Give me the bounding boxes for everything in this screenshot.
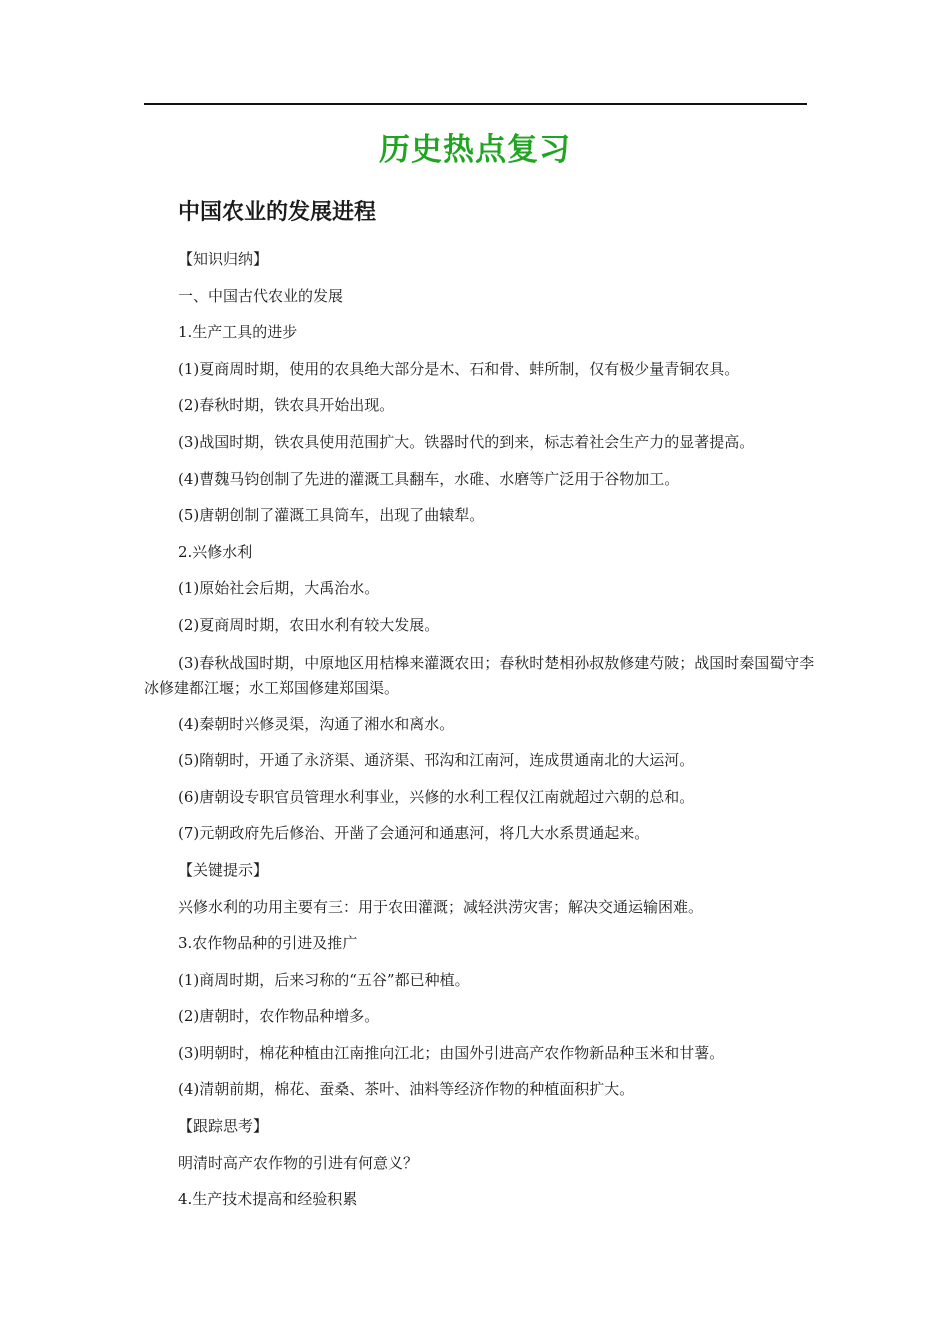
section-title: 中国农业的发展进程	[178, 200, 377, 225]
paragraph: (1)商周时期，后来习称的“五谷”都已种植。	[178, 970, 470, 989]
paragraph: (1)原始社会后期，大禹治水。	[178, 579, 380, 598]
paragraph: (2)春秋时期，铁农具开始出现。	[178, 396, 395, 415]
document-title: 历史热点复习	[379, 132, 571, 168]
paragraph: (3)明朝时，棉花种植由江南推向江北；由国外引进高产农作物新品种玉米和甘薯。	[178, 1043, 725, 1062]
heading-ancient-agriculture: 一、中国古代农业的发展	[178, 286, 344, 305]
paragraph: (6)唐朝设专职官员管理水利事业，兴修的水利工程仅江南就超过六朝的总和。	[178, 787, 695, 806]
paragraph: (2)唐朝时，农作物品种增多。	[178, 1007, 380, 1026]
paragraph: (5)隋朝时，开通了永济渠、通济渠、邗沟和江南河，连成贯通南北的大运河。	[178, 751, 695, 770]
heading-key-tip: 【关键提示】	[178, 860, 269, 879]
heading-knowledge-summary: 【知识归纳】	[178, 250, 269, 268]
subheading-crops: 3.农作物品种的引进及推广	[178, 934, 358, 953]
paragraph: 兴修水利的功用主要有三：用于农田灌溉；减轻洪涝灾害；解决交通运输困难。	[178, 897, 704, 916]
paragraph: (7)元朝政府先后修治、开凿了会通河和通惠河，将几大水系贯通起来。	[178, 824, 650, 843]
subheading-tools: 1.生产工具的进步	[178, 323, 298, 342]
paragraph: 明清时高产农作物的引进有何意义？	[178, 1153, 419, 1172]
paragraph: (4)秦朝时兴修灵渠，沟通了湘水和离水。	[178, 714, 455, 733]
document-body	[144, 248, 824, 1225]
subheading-techniques: 4.生产技术提高和经验积累	[178, 1190, 358, 1209]
paragraph: (1)夏商周时期，使用的农具绝大部分是木、石和骨、蚌所制，仅有极少量青铜农具。	[178, 359, 740, 378]
paragraph: (3)战国时期，铁农具使用范围扩大。铁器时代的到来，标志着社会生产力的显著提高。	[178, 432, 755, 451]
heading-follow-up: 【跟踪思考】	[178, 1117, 269, 1136]
paragraph: (2)夏商周时期，农田水利有较大发展。	[178, 615, 440, 634]
header-rule	[144, 103, 807, 105]
subheading-water-conservancy: 2.兴修水利	[178, 542, 253, 561]
paragraph: (4)清朝前期，棉花、蚕桑、茶叶、油料等经济作物的种植面积扩大。	[178, 1080, 635, 1099]
paragraph: (3)春秋战国时期，中原地区用桔槔来灌溉农田；春秋时楚相孙叔敖修建芍陂；战国时秦国蜀守李冰修建都江堰；水工郑国修建郑国渠。	[144, 653, 815, 697]
paragraph: (4)曹魏马钧创制了先进的灌溉工具翻车，水碓、水磨等广泛用于谷物加工。	[178, 469, 680, 488]
paragraph: (5)唐朝创制了灌溉工具筒车，出现了曲辕犁。	[178, 506, 485, 525]
